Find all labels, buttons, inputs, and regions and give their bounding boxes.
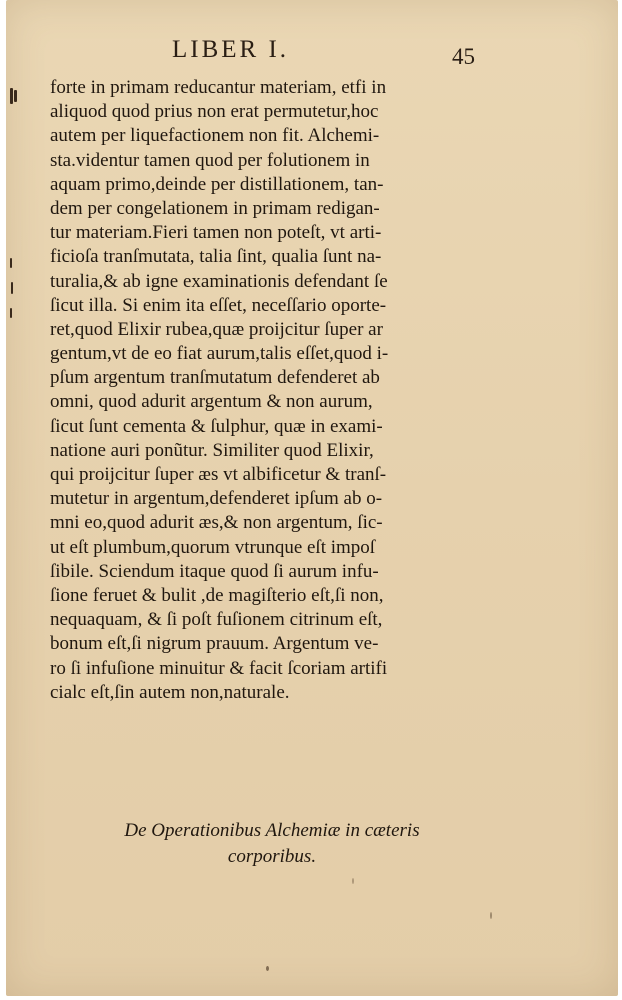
text-line: omni, quod adurit argentum & non aurum,: [50, 391, 373, 413]
section-heading: [82, 818, 462, 870]
text-line: mutetur in argentum,defenderet ipſum ab o-: [50, 488, 383, 510]
margin-mark: [10, 308, 12, 318]
text-line: aliquod quod prius non erat permutetur,hoc: [50, 101, 379, 123]
paper-fleck: [352, 878, 354, 884]
paper-fleck: [490, 912, 492, 919]
text-line: ſione feruet & bulit ,de magiſterio eſt,ſi non,: [50, 584, 384, 606]
paper-fleck: [266, 966, 269, 971]
text-line: ro ſi infuſione minuitur & facit ſcoriam artifi: [50, 657, 388, 679]
text-line: ſibile. Sciendum itaque quod ſi aurum infu-: [50, 560, 379, 582]
margin-mark: [10, 258, 12, 268]
text-line: tur materiam.Fieri tamen non poteſt, vt arti-: [50, 222, 382, 244]
text-line: forte in primam reducantur materiam, etfi in: [50, 77, 387, 98]
page-number: 45: [452, 44, 475, 69]
section-heading-line2: corporibus.: [227, 846, 317, 867]
text-line: ut eſt plumbum,quorum vtrunque eſt impoſ: [50, 536, 376, 558]
running-title: LIBER I.: [172, 36, 290, 63]
text-line: ret,quod Elixir rubea,quæ proijcitur ſuper ar: [50, 318, 383, 340]
text-line: turalia,& ab igne examinationis defendant ſe: [50, 270, 388, 292]
text-line: qui proijcitur ſuper æs vt albificetur & tranſ-: [50, 464, 387, 485]
text-line: ſicut ſunt cementa & ſulphur, quæ in exami-: [50, 415, 383, 437]
text-line: aquam primo,deinde per distillationem, tan-: [50, 173, 384, 195]
text-line: dem per congelationem in primam redigan-: [50, 197, 380, 219]
text-line: nequaquam, & ſi poſt fuſionem citrinum eſt,: [50, 609, 383, 631]
text-line: pſum argentum tranſmutatum defenderet ab: [50, 367, 380, 389]
text-line: ſicut illa. Si enim ita eſſet, neceſſario oporte-: [50, 294, 387, 316]
section-heading-line1: De Operationibus Alchemiæ in cæteris: [124, 820, 420, 841]
body-text: [50, 76, 490, 705]
text-line: natione auri ponũtur. Similiter quod Elixir,: [50, 439, 374, 461]
page-header: [6, 36, 618, 70]
text-line: ficioſa tranſmutata, talia ſint, qualia ſunt na-: [50, 246, 382, 268]
margin-mark: [14, 90, 17, 102]
margin-mark: [11, 282, 13, 294]
text-line: sta.videntur tamen quod per folutionem in: [50, 149, 370, 171]
margin-mark: [10, 88, 13, 104]
text-line: bonum eſt,ſi nigrum prauum. Argentum ve-: [50, 633, 379, 655]
text-line: cialc eſt,ſin autem non,naturale.: [50, 681, 290, 703]
text-line: gentum,vt de eo fiat aurum,talis eſſet,quod i-: [50, 343, 389, 365]
book-page: [6, 0, 618, 996]
text-line: autem per liquefactionem non fit. Alchemi-: [50, 125, 380, 147]
text-line: mni eo,quod adurit æs,& non argentum, ſic-: [50, 512, 383, 534]
